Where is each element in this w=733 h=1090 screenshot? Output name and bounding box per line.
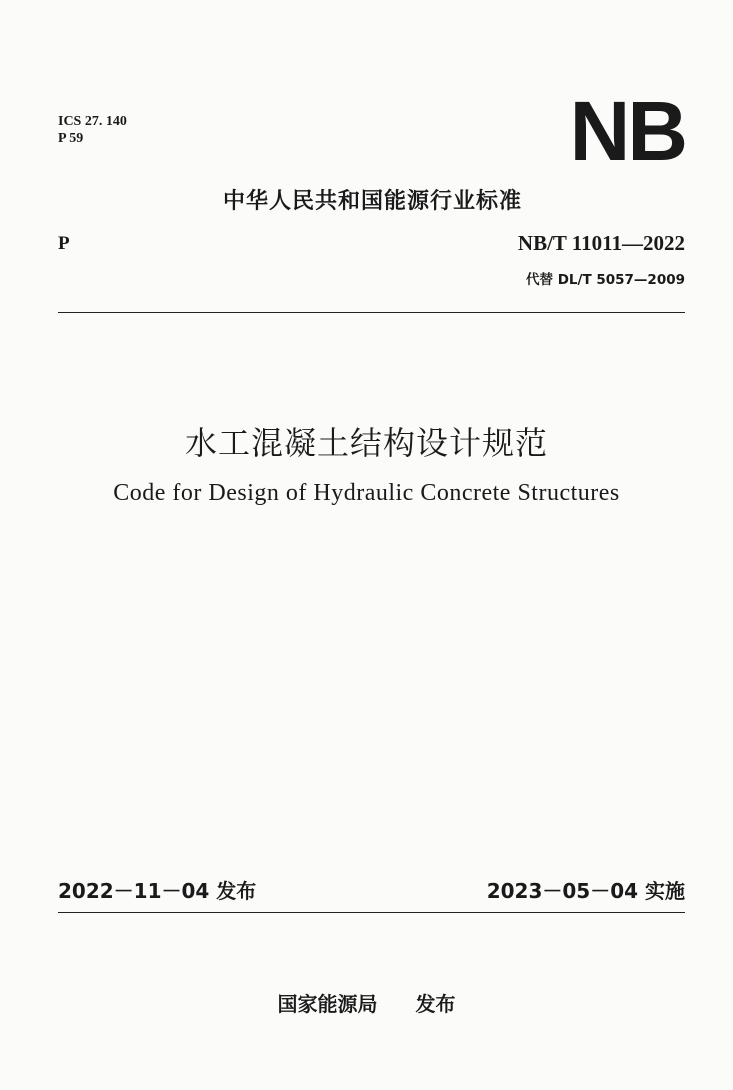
nb-logo: NB	[569, 84, 685, 178]
publisher-line	[0, 988, 733, 1017]
replaces-standard: 代替 DL/T 5057—2009	[526, 272, 685, 288]
ics-code: ICS 27. 140	[58, 114, 127, 129]
document-title-cn: 水工混凝土结构设计规范	[184, 424, 548, 462]
publisher-name: 国家能源局	[277, 992, 378, 1016]
header-divider	[58, 312, 685, 313]
footer-divider	[58, 912, 685, 913]
implementation-date: 2023－05－04 实施	[486, 879, 685, 903]
publisher-action: 发布	[415, 992, 456, 1016]
classification-codes	[58, 113, 127, 147]
category-letter: P	[58, 233, 70, 254]
issuer-title: 中华人民共和国能源行业标准	[222, 189, 522, 214]
standard-number: NB/T 11011—2022	[517, 231, 685, 255]
document-title-en: Code for Design of Hydraulic Concrete Structures	[113, 480, 620, 506]
ccs-code: P 59	[58, 131, 84, 146]
issue-date: 2022－11－04 发布	[58, 879, 257, 903]
